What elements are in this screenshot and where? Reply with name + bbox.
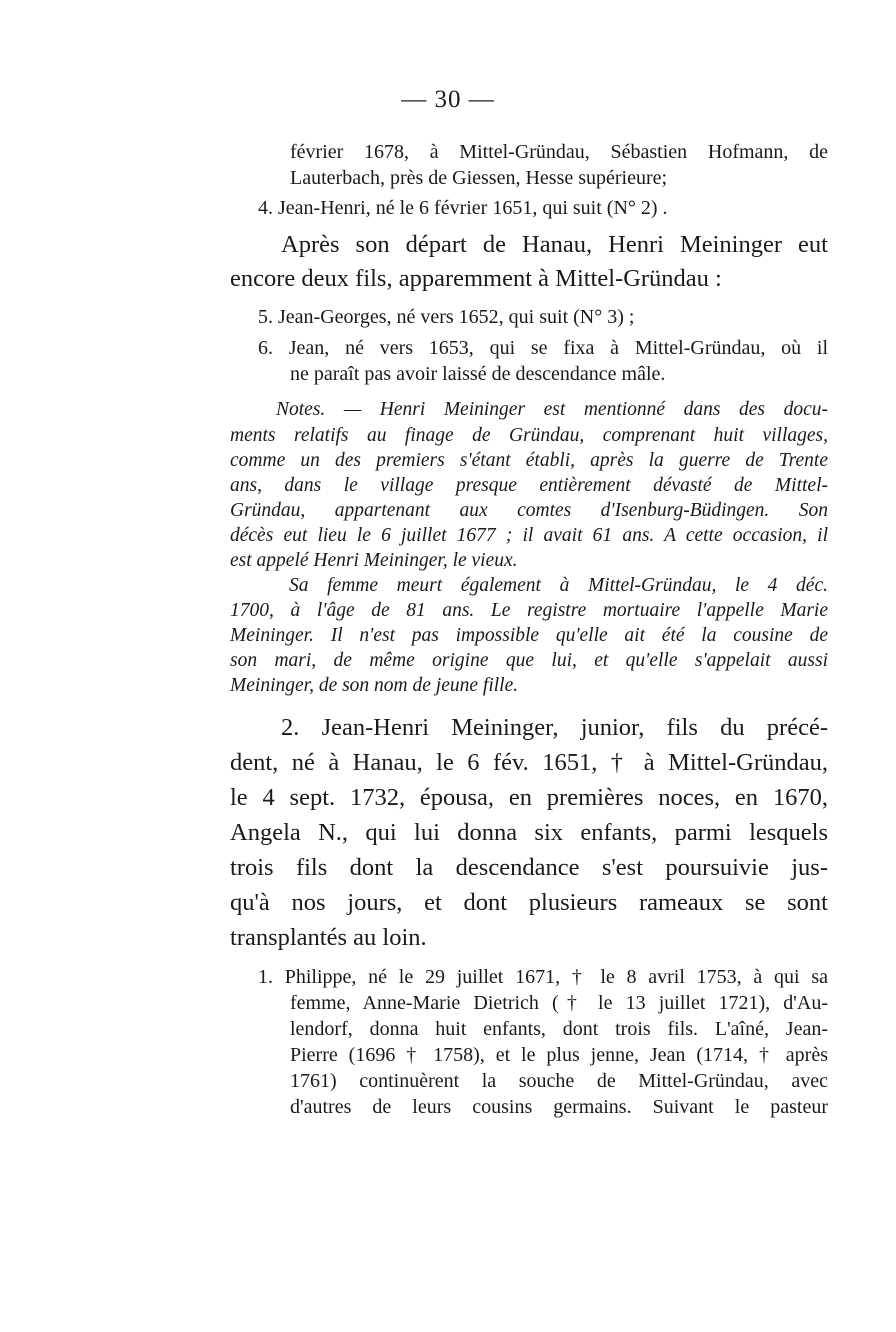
text-line: Lauterbach, près de Giessen, Hesse supérieure; — [290, 167, 668, 189]
list-item-1: 1. Philippe, né le 29 juillet 1671, † le 8 avril 1753, à qui sa — [258, 966, 828, 988]
notes-line: son mari, de même origine que lui, et qu'elle s'appelait aussi — [230, 650, 828, 671]
notes-line: Meininger, de son nom de jeune fille. — [230, 675, 519, 696]
text-line: Pierre (1696 † 1758), et le plus jenne, Jean (1714, † après — [290, 1044, 828, 1066]
text-line: Après son départ de Hanau, Henri Meininger eut — [281, 231, 828, 258]
text-line: ne paraît pas avoir laissé de descendance mâle. — [290, 363, 666, 385]
notes-line: 1700, à l'âge de 81 ans. Le registre mortuaire l'appelle Marie — [230, 600, 828, 621]
notes-line: Sa femme meurt également à Mittel-Gründau, le 4 déc. — [289, 575, 828, 596]
section-2-line: trois fils dont la descendance s'est poursuivie jus- — [230, 854, 828, 881]
section-2-line: Angela N., qui lui donna six enfants, parmi lesquels — [230, 819, 828, 846]
text-line: d'autres de leurs cousins germains. Suivant le pasteur — [290, 1096, 828, 1118]
notes-line: ans, dans le village presque entièrement dévasté de Mittel- — [230, 475, 828, 496]
section-2-line: transplantés au loin. — [230, 924, 427, 951]
notes-line: décès eut lieu le 6 juillet 1677 ; il avait 61 ans. A cette occasion, il — [230, 525, 828, 546]
notes-line: Notes. — Henri Meininger est mentionné dans des docu- — [276, 399, 828, 420]
list-item-6: 6. Jean, né vers 1653, qui se fixa à Mittel-Gründau, où il — [258, 337, 828, 359]
section-2-line: qu'à nos jours, et dont plusieurs rameaux se sont — [230, 889, 828, 916]
text-line: février 1678, à Mittel-Gründau, Sébastien Hofmann, de — [290, 141, 828, 163]
section-2-line: dent, né à Hanau, le 6 fév. 1651, † à Mittel-Gründau, — [230, 749, 828, 776]
text-line: femme, Anne-Marie Dietrich († le 13 juillet 1721), d'Au- — [290, 992, 828, 1014]
list-item-5: 5. Jean-Georges, né vers 1652, qui suit (N° 3) ; — [258, 306, 635, 328]
list-item-4: 4. Jean-Henri, né le 6 février 1651, qui suit (N° 2) . — [258, 197, 668, 219]
text-line: lendorf, donna huit enfants, dont trois fils. L'aîné, Jean- — [290, 1018, 828, 1040]
notes-line: est appelé Henri Meininger, le vieux. — [230, 550, 518, 571]
text-line: encore deux fils, apparemment à Mittel-Gründau : — [230, 265, 722, 292]
notes-line: ments relatifs au finage de Gründau, comprenant huit villages, — [230, 425, 828, 446]
text-line: 1761) continuèrent la souche de Mittel-Gründau, avec — [290, 1070, 828, 1092]
section-2-line: 2. Jean-Henri Meininger, junior, fils du précé- — [281, 714, 828, 741]
notes-line: Gründau, appartenant aux comtes d'Isenburg-Büdingen. Son — [230, 500, 828, 521]
notes-line: Meininger. Il n'est pas impossible qu'elle ait été la cousine de — [230, 625, 828, 646]
section-2-line: le 4 sept. 1732, épousa, en premières noces, en 1670, — [230, 784, 828, 811]
notes-line: comme un des premiers s'étant établi, après la guerre de Trente — [230, 450, 828, 471]
page-number: — 30 — — [401, 86, 495, 113]
